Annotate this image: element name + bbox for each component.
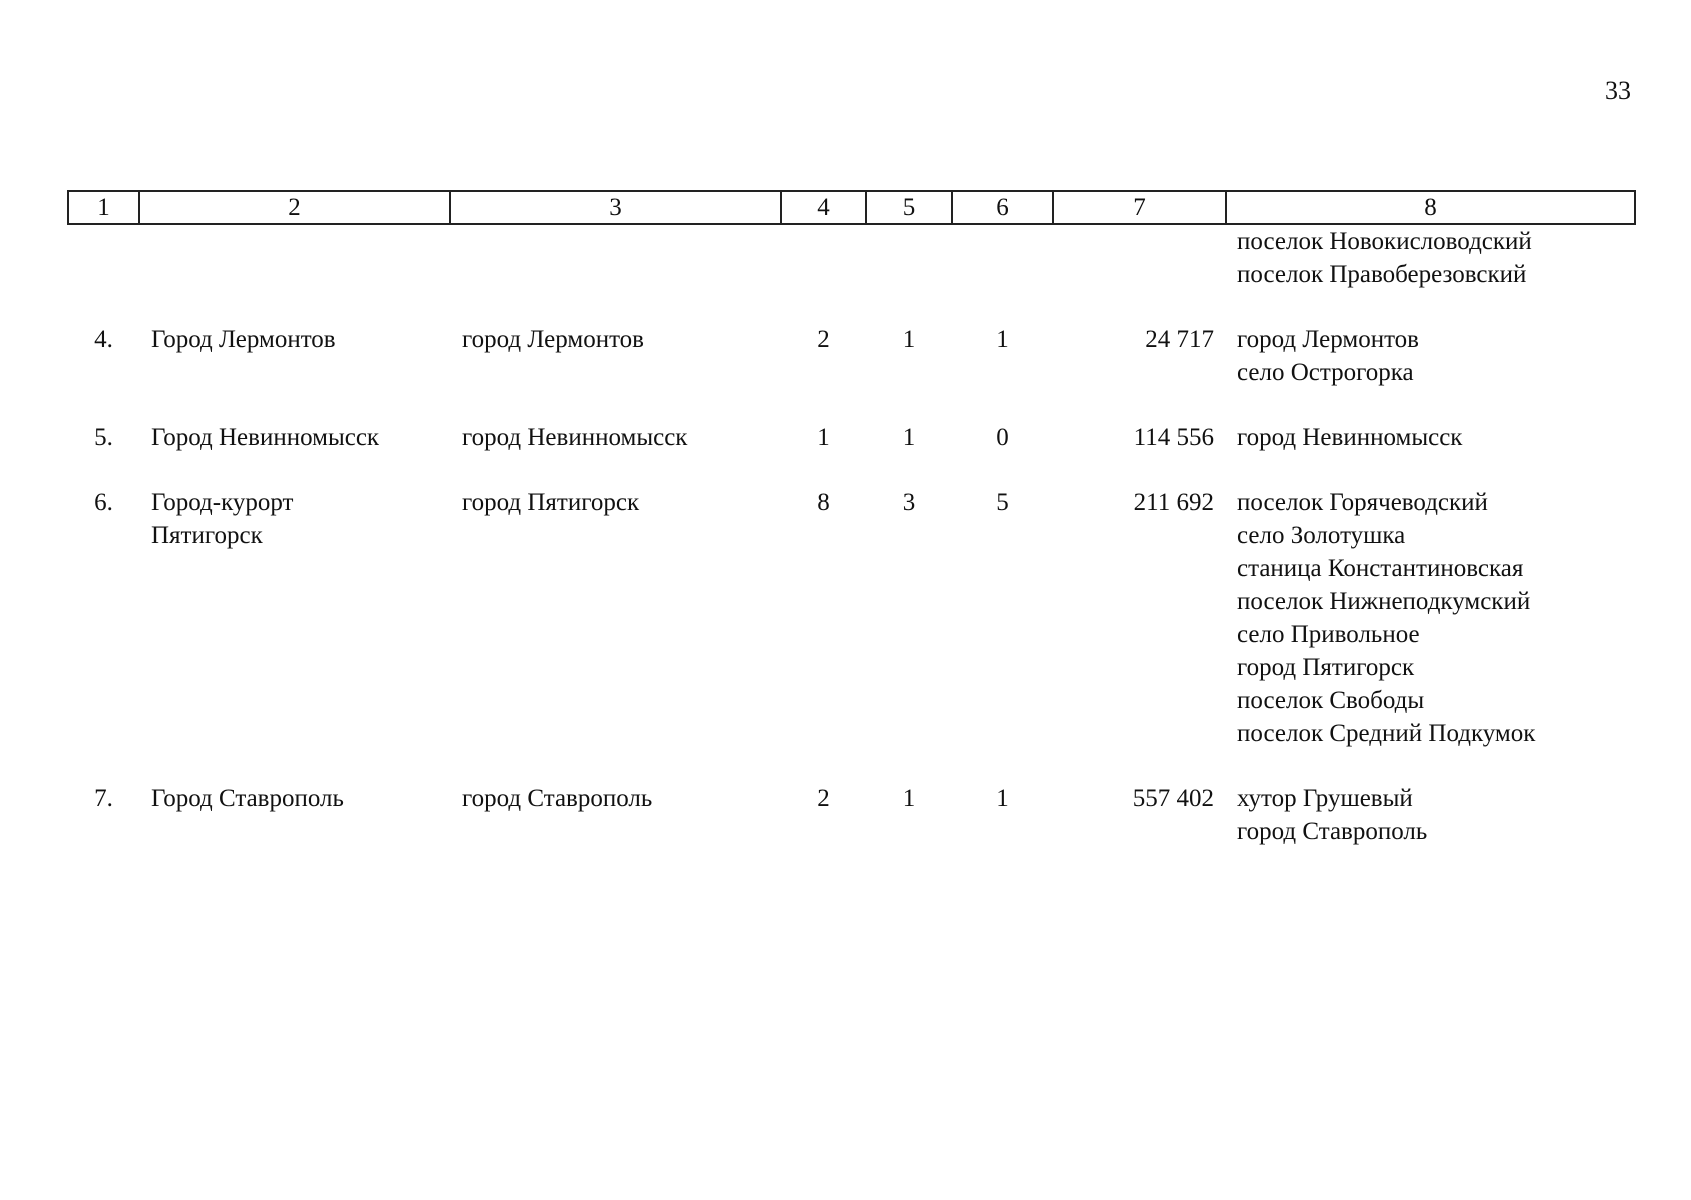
population-value: 24 717 <box>1145 326 1214 353</box>
municipality-name <box>139 421 450 486</box>
column-header-3: 3 <box>450 191 781 224</box>
column-header-6: 6 <box>952 191 1053 224</box>
settlement-list <box>1226 486 1635 782</box>
municipality-name <box>139 323 450 421</box>
column-4-value: 2 <box>817 326 830 353</box>
administrative-center: город Пятигорск <box>462 489 640 516</box>
settlement-item: хутор Грушевый <box>1237 785 1413 812</box>
settlement-item: поселок Нижнеподкумский <box>1237 588 1531 615</box>
column-5-value: 1 <box>902 326 916 353</box>
row-number: 7. <box>94 785 113 812</box>
row-number: 4. <box>94 326 113 353</box>
settlement-list <box>1226 224 1635 323</box>
column-6-value: 1 <box>996 785 1009 812</box>
column-number-header <box>68 191 1635 224</box>
table-row <box>68 486 1635 782</box>
municipality-name-line: Город Ставрополь <box>151 785 344 812</box>
settlement-item: город Пятигорск <box>1237 654 1415 681</box>
row-number: 6. <box>94 489 113 516</box>
settlement-item: село Острогорка <box>1237 359 1414 386</box>
municipality-name-line: Город-курорт <box>151 489 294 516</box>
settlement-item: поселок Средний Подкумок <box>1237 720 1536 747</box>
column-5-value: 1 <box>902 424 916 451</box>
column-6-value: 0 <box>996 424 1009 451</box>
column-header-5: 5 <box>866 191 952 224</box>
municipality-name <box>139 486 450 782</box>
settlement-item: поселок Правоберезовский <box>1237 261 1527 288</box>
column-4-value: 2 <box>817 785 830 812</box>
municipality-name <box>139 782 450 880</box>
settlement-list <box>1226 323 1635 421</box>
row-number: 5. <box>94 424 113 451</box>
settlement-list <box>1226 782 1635 880</box>
population-value: 211 692 <box>1133 489 1214 516</box>
settlement-item: город Ставрополь <box>1237 818 1428 845</box>
municipality-name-line: Город Лермонтов <box>151 326 336 353</box>
municipality-name-line: Пятигорск <box>151 522 263 549</box>
municipality-name-line: Город Невинномысск <box>151 424 380 451</box>
settlement-item: село Золотушка <box>1237 522 1406 549</box>
column-4-value: 1 <box>817 424 830 451</box>
settlement-item: поселок Новокисловодский <box>1237 228 1532 255</box>
settlement-list <box>1226 421 1635 486</box>
column-header-4: 4 <box>781 191 866 224</box>
administrative-center: город Ставрополь <box>462 785 653 812</box>
settlement-item: село Привольное <box>1237 621 1420 648</box>
table-row-continuation <box>68 224 1635 323</box>
column-header-7: 7 <box>1053 191 1226 224</box>
page-number: 33 <box>1605 76 1631 105</box>
table-row <box>68 323 1635 421</box>
population-value: 114 556 <box>1133 424 1214 451</box>
column-header-2: 2 <box>139 191 450 224</box>
column-5-value: 1 <box>902 785 916 812</box>
administrative-center: город Невинномысск <box>462 424 688 451</box>
column-header-8: 8 <box>1226 191 1635 224</box>
settlements-table <box>67 190 1636 880</box>
table-row <box>68 782 1635 880</box>
table-row <box>68 421 1635 486</box>
column-4-value: 8 <box>817 489 830 516</box>
column-6-value: 5 <box>996 489 1009 516</box>
population-value: 557 402 <box>1132 785 1214 812</box>
administrative-center: город Лермонтов <box>462 326 644 353</box>
settlement-item: город Лермонтов <box>1237 326 1419 353</box>
settlement-item: город Невинномысск <box>1237 424 1463 451</box>
column-5-value: 3 <box>902 489 916 516</box>
column-6-value: 1 <box>996 326 1009 353</box>
column-header-1: 1 <box>68 191 139 224</box>
settlement-item: станица Константиновская <box>1237 555 1524 582</box>
settlement-item: поселок Горячеводский <box>1237 489 1488 516</box>
settlement-item: поселок Свободы <box>1237 687 1425 714</box>
